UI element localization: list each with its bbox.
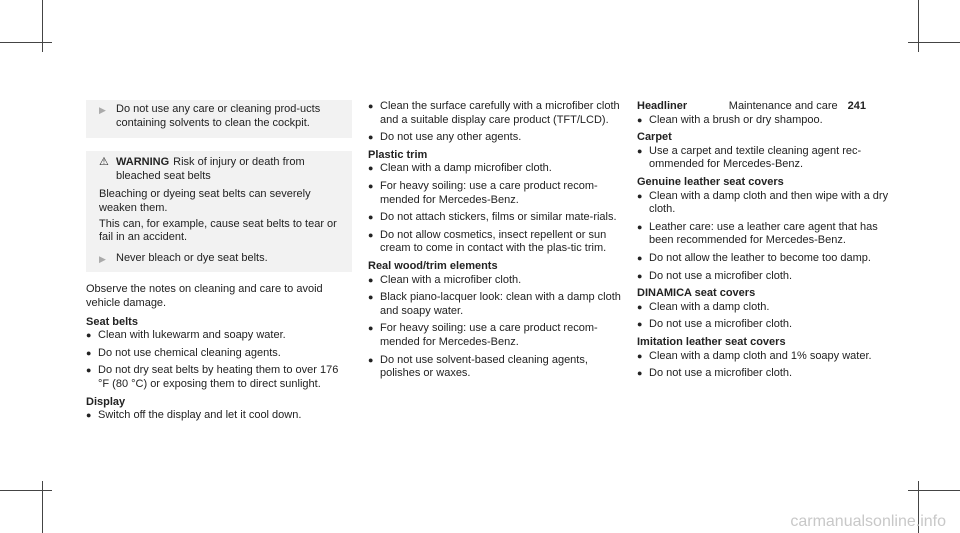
list-item: ● Clean with lukewarm and soapy water.	[86, 329, 352, 343]
section-heading: Headliner	[637, 100, 688, 112]
bullet-icon	[637, 318, 649, 332]
list-item: ● Switch off the display and let it cool down.	[86, 409, 352, 423]
bullet-icon	[368, 180, 380, 207]
list-item: ● Leather care: use a leather care agent that has been recommended for Mercedes-Benz.	[637, 221, 899, 248]
section-heading: Real wood/trim elements	[368, 259, 498, 272]
list-item: ● Clean with a brush or dry shampoo.	[637, 114, 899, 128]
bullet-icon	[637, 190, 649, 217]
list-item: ● Clean with a damp cloth.	[637, 301, 899, 315]
list-item: ● Do not use a microfiber cloth.	[637, 318, 899, 332]
crop-mark	[908, 490, 960, 491]
watermark: carmanualsonline.info	[790, 513, 946, 530]
list-item: ● Do not use any other agents.	[368, 131, 630, 145]
bullet-icon	[86, 364, 98, 391]
list-item: ● Do not use solvent-based cleaning agents, polishes or waxes.	[368, 354, 630, 381]
column-left	[86, 100, 352, 427]
play-arrow-icon: ▶	[99, 253, 106, 264]
bullet-icon	[86, 347, 98, 361]
bullet-icon	[368, 162, 380, 176]
bullet-icon	[637, 221, 649, 248]
bullet-icon	[637, 367, 649, 381]
crop-mark	[42, 0, 43, 52]
section-heading: Imitation leather seat covers	[637, 335, 786, 348]
section-title: Maintenance and care	[728, 100, 838, 112]
warning-action: Never bleach or dye seat belts.	[116, 251, 268, 264]
list-item: ● Clean the surface carefully with a microfiber cloth and a suitable display care product (TFT/LCD).	[368, 100, 630, 127]
bullet-icon	[637, 252, 649, 266]
list-item: ● Do not allow cosmetics, insect repellent or sun cream to come in contact with the plas-tic trim.	[368, 229, 630, 256]
bullet-icon	[368, 291, 380, 318]
bullet-icon	[637, 270, 649, 284]
list-item: ● Clean with a damp microfiber cloth.	[368, 162, 630, 176]
list-item: ● Do not attach stickers, films or similar mate-rials.	[368, 211, 630, 225]
crop-mark	[42, 481, 43, 533]
list-item: ● Clean with a microfiber cloth.	[368, 274, 630, 288]
bullet-icon	[368, 100, 380, 127]
list-item: ● For heavy soiling: use a care product recom-mended for Mercedes-Benz.	[368, 180, 630, 207]
list-item: ● Do not use a microfiber cloth.	[637, 270, 899, 284]
warning-triangle-icon: ⚠	[99, 156, 109, 169]
bullet-icon	[368, 322, 380, 349]
info-note-text: Do not use any care or cleaning prod-ucts containing solvents to clean the cockpit.	[116, 103, 321, 129]
bullet-icon	[86, 409, 98, 423]
warning-paragraph: Bleaching or dyeing seat belts can severely weaken them.	[99, 188, 311, 214]
warning-paragraph: This can, for example, cause seat belts to tear or fail in an accident.	[99, 217, 337, 244]
bullet-icon	[637, 350, 649, 364]
column-middle	[368, 100, 630, 385]
bullet-icon	[637, 301, 649, 315]
intro-paragraph: Observe the notes on cleaning and care to avoid vehicle damage.	[86, 283, 323, 309]
list-item: ● Do not allow the leather to become too damp.	[637, 252, 899, 266]
bullet-icon	[368, 131, 380, 145]
section-heading: Carpet	[637, 131, 672, 144]
info-note	[86, 100, 352, 138]
section-heading: Plastic trim	[368, 148, 428, 161]
list-item: ● Do not dry seat belts by heating them to over 176 °F (80 °C) or exposing them to direct sunlight.	[86, 364, 352, 391]
bullet-icon	[637, 114, 649, 128]
bullet-icon	[368, 354, 380, 381]
list-item: ● For heavy soiling: use a care product recom-mended for Mercedes-Benz.	[368, 322, 630, 349]
crop-mark	[918, 0, 919, 52]
list-item: ● Do not use chemical cleaning agents.	[86, 347, 352, 361]
list-item: ● Clean with a damp cloth and then wipe with a dry cloth.	[637, 190, 899, 217]
list-item: ● Do not use a microfiber cloth.	[637, 367, 899, 381]
bullet-icon	[368, 211, 380, 225]
list-item: ● Use a carpet and textile cleaning agent rec-ommended for Mercedes-Benz.	[637, 145, 899, 172]
play-arrow-icon: ▶	[99, 105, 106, 115]
crop-mark	[0, 490, 52, 491]
section-heading: Genuine leather seat covers	[637, 175, 784, 188]
bullet-icon	[368, 229, 380, 256]
bullet-icon	[368, 274, 380, 288]
warning-title: WARNING	[116, 156, 170, 169]
column-right	[637, 100, 899, 385]
bullet-icon	[637, 145, 649, 172]
list-item: ● Black piano-lacquer look: clean with a damp cloth and soapy water.	[368, 291, 630, 318]
section-heading: Display	[86, 395, 126, 408]
warning-lead: Risk of injury or death from bleached seat belts	[116, 156, 305, 182]
crop-mark	[0, 42, 52, 43]
list-item: ● Clean with a damp cloth and 1% soapy water.	[637, 350, 899, 364]
bullet-icon	[86, 329, 98, 343]
warning-box	[86, 151, 352, 272]
section-heading: DINAMICA seat covers	[637, 287, 756, 300]
page-number: 241	[847, 100, 866, 112]
crop-mark	[908, 42, 960, 43]
section-heading: Seat belts	[86, 315, 138, 328]
